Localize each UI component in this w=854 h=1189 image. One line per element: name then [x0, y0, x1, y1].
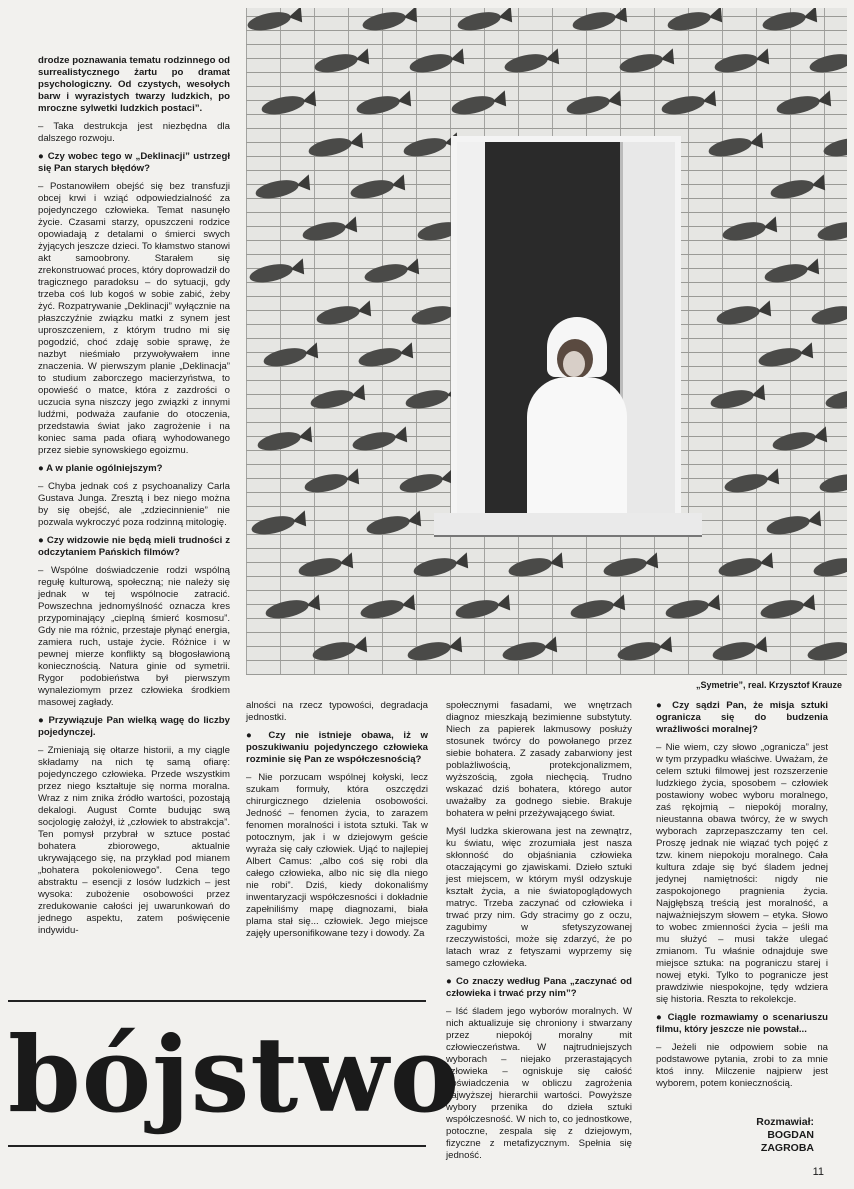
fish	[808, 48, 847, 75]
fish	[569, 594, 627, 621]
fish	[297, 552, 355, 579]
fish	[715, 300, 773, 327]
rule-bottom	[8, 1145, 426, 1147]
question-paragraph: ● Czy widzowie nie będą mieli trudności z odczytaniem Pańskich filmów?	[38, 535, 230, 558]
answer-paragraph: – Zmieniają się ołtarze historii, a my ciągle składamy na nich tę samą ofiarę: pojedynczego człowieka. Przede wszystkim przez niego kształtuje się norma moralna. Wraz z nim znika źródło wartości, pozostają dekalogi. August Comte budując swą socjologię założył, iż „człowiek to abstrakcja”. Ten pomysł przybrał w sztuce postać bohatera zbiorowego, aktualnie ukrywającego się, na przykład pod mianem „bohatera pokoleniowego”. Cena tego abstraktu – esencji z losów ludzkich – jest wysoka: zubożenie osobowości przez zredukowanie całości jej uwarunkowań do jednego aspektu, zatem poświęcenie indywidu-	[38, 745, 230, 936]
fish	[359, 594, 417, 621]
fish	[666, 8, 724, 34]
fish	[824, 384, 847, 411]
answer-paragraph: – Nie wiem, czy słowo „ogranicza” jest w tym przypadku właściwe. Uważam, że celem sztuki filmowej jest rozszerzenie ludzkiego życia, sposobem – człowiek postawiony wobec wyboru moralnego, zaś rękojmią – niepokój moralny, nieustanna obawa twórcy, że w swych wyborach zaprzepaszczamy ten cel. Proszę jednak nie wiązać tych pojęć z tzw. kinem niepokoju moralnego. Cała kultura zdaje się być śladem jednej jedynej namiętności: nigdy nie zaspokojonego pragnienia życia. Najgłębszą treścią jest moralność, a najważniejszym słowem – etyka. Słowo to wobec zmienności życia – jeśli ma mu służyć – musi także ulegać zmianom. Tu właśnie odnajduje swe miejsce sztuka: na pograniczu starej i nowej etyki. Tylko to pogranicze jest prawdziwie niespokojne, tędy wdziera się historia. Reszta to rekolekcje.	[656, 742, 828, 1005]
question-paragraph: ● Czy sądzi Pan, że misja sztuki ogranicza się do budzenia wrażliwości moralnej?	[656, 700, 828, 735]
fish	[763, 258, 821, 285]
fish	[454, 594, 512, 621]
fish	[816, 216, 847, 243]
answer-paragraph: – Nie porzucam wspólnej kołyski, lecz szukam formuły, która oszczędzi chirurgicznego dzielenia osobowości. Jedność – fenomen życia, to zarazem fenomen moralności i istota sztuki. Tak w potocznym, jak i w dziejowym geście wyraża się cały człowiek. Ująć to najlepiej Albert Camus: „albo coś się robi dla całego człowieka, albo nic się dla niego nie robi”. Dziś, kiedy dokonaliśmy inwentaryzacji współczesności i dokładnie zapełniliśmy mapę diagnozami, biała plama stał się... człowiek. Jego miejsce zajęły upersonifikowane tezy i dowody. Za	[246, 772, 428, 939]
fish	[262, 342, 320, 369]
fish	[616, 636, 674, 663]
fish	[664, 594, 722, 621]
fish	[721, 216, 779, 243]
fish	[775, 90, 833, 117]
fish	[357, 342, 415, 369]
fish	[806, 636, 847, 663]
fish	[412, 552, 470, 579]
answer-paragraph: – Wspólne doświadczenie rodzi wspólną regułę kulturową, społeczną; nie należy się jednak w tej wspólnocie zatracić. Powszechna jednomyślność oznacza kres przypominający „cieplną śmierć kosmosu”. Gdy nie ma różnic, przestaje płynąć energia, zamiera ruch, ustaje życie. Różnice i w pewnej mierze konflikty są błogosławioną koniecznością. Natura ginie od symetrii. Rygor podobieństwa był pierwszym wynaleziomym przez człowieka środkiem masowej zagłady.	[38, 565, 230, 708]
fish	[250, 510, 308, 537]
window-sill	[434, 513, 702, 537]
fish	[246, 8, 304, 34]
fish	[365, 510, 423, 537]
fish	[311, 636, 369, 663]
answer-paragraph: – Postanowiłem obejść się bez transfuzji obcej krwi i wziąć odpowiedzialność za pojedynczego człowieka. Temat nasunęło życie. Czasami starzy, opuszczeni rodzice opowiadają z detalami o śmierci swych żyjących jeszcze dzieci. To kłamstwo stanowi akt samoobrony. Starałem się zrekonstruować proces, który doprowadził do tragicznego paradoksu – do sytuacji, gdy trzeba coś lub kogoś w sobie zabić, żeby żyć. Rozpatrywanie „Deklinacji” wyłącznie na płaszczyźnie związku matki z synem jest uproszczeniem, z którym trudno mi się pogodzić, choć zdaję sobie sprawę, że nazbyt nieśmiało przywoływałem inne znaczenia. W pierwszym planie „Deklinacja” to studium zaborczego macierzyństwa, to opowieść o matce, która z zazdrości o uczucia syna niszczy jego związki z innymi ludźmi, podważa zaufanie do otoczenia, przedstawia świat jako zagrożenie i na koniec sama pada ofiarą wyhodowanego przez siebie synowskiego egoizmu.	[38, 181, 230, 456]
fish	[303, 468, 361, 495]
fish	[301, 216, 359, 243]
question-paragraph: ● Co znaczy według Pana „zaczynać od człowieka i trwać przy nim”?	[446, 976, 632, 999]
answer-paragraph: – Taka destrukcja jest niezbędna dla dalszego rozwoju.	[38, 121, 230, 144]
fish	[313, 48, 371, 75]
fish	[264, 594, 322, 621]
fish	[565, 90, 623, 117]
bride-figure	[517, 317, 627, 527]
headline: bójstwo	[8, 1013, 461, 1136]
fish	[713, 48, 771, 75]
fish	[398, 468, 456, 495]
fish	[406, 636, 464, 663]
fish	[761, 8, 819, 34]
fish	[363, 258, 421, 285]
fish	[709, 384, 767, 411]
fish	[711, 636, 769, 663]
film-still-photo	[246, 8, 847, 675]
page-number: 11	[812, 1166, 824, 1178]
fish	[450, 90, 508, 117]
fish	[571, 8, 629, 34]
question-paragraph: ● Czy nie istnieje obawa, iż w poszukiwaniu pojedynczego człowieka rozminie się Pan ze współczesnością?	[246, 730, 428, 765]
question-paragraph: ● Ciągle rozmawiamy o scenariuszu filmu, który jeszcze nie powstał...	[656, 1012, 828, 1035]
photo-caption: „Symetrie”, real. Krzysztof Krauze	[695, 680, 842, 690]
fish	[660, 90, 718, 117]
answer-paragraph: – Jeżeli nie odpowiem sobie na podstawowe pytania, zrobi to za mnie ktoś inny. Milczenie najpierw jest wyborem, potem koniecznością.	[656, 1042, 828, 1089]
signature-name-1: BOGDAN	[767, 1129, 814, 1141]
fish	[355, 90, 413, 117]
fish	[822, 132, 847, 159]
fish	[309, 384, 367, 411]
fish	[456, 8, 514, 34]
answer-paragraph: Myśl ludzka skierowana jest na zewnątrz, ku światu, więc zrozumiała jest nasza skłonność do objaśniania człowieka otaczającymi go zjawiskami. Dzieło sztuki jest miejscem, w którym myśl odzyskuje kształt życia, a nie światopoglądowych matryc. Trzeba zaczynać od człowieka i trwać przy nim. Gdy stracimy go z oczu, zagubimy w sfetyszyzowanej rzeczywistości, może się zdarzyć, że po latach wraz z fetyszami wyprzemy się samego człowieka.	[446, 826, 632, 969]
fish	[759, 594, 817, 621]
fish	[307, 132, 365, 159]
fish	[812, 552, 847, 579]
fish	[757, 342, 815, 369]
answer-paragraph: – Iść śladem jego wyborów moralnych. W nich aktualizuje się chroniony i stwarzany przez niepokój moralny mit człowieczeństwa. W najtrudniejszych wyborach – niejako przerastających człowieka – ogniskuje się całość doświadczenia w obliczu zagrożenia najwyższej hierarchii wartości. Powyższe wybory przenika do dzieła sztuki współczesność. W nich to, co jednostkowe, potoczne, zespala się z dziejowym, fizyczne z metafizycznym. Spełnia się jedność.	[446, 1006, 632, 1161]
fish	[618, 48, 676, 75]
fish	[707, 132, 765, 159]
fish	[810, 300, 847, 327]
column-2	[246, 700, 428, 946]
fish	[408, 48, 466, 75]
column-1	[38, 55, 230, 943]
fish	[256, 426, 314, 453]
answer-paragraph: – Chyba jednak coś z psychoanalizy Carla Gustava Junga. Zresztą i bez niego można by się obejść, ale „zdziecinnienie” nie pozwala wykroczyć poza rodzinną mitologię.	[38, 481, 230, 528]
fish	[507, 552, 565, 579]
answer-paragraph: społecznymi fasadami, we wnętrzach diagnoz mieszkają bezimienne substytuty. Niech za papierek lakmusowy posłuży stosunek twórcy do powołanego przez siebie bohatera. Z zasady zabarwiony jest poblażliwością, protekcjonalizmem, wyższością, zgoła niechęcią. Trudno wskazać dziś bohatera, którego autor uważałby za godnego siebie. Brakuje bohatera w pełni przeżywającego świat.	[446, 700, 632, 819]
column-3	[446, 700, 632, 1168]
window	[451, 136, 681, 528]
question-paragraph: ● Czy wobec tego w „Deklinacji” ustrzegł się Pan starych błędów?	[38, 151, 230, 174]
fish	[602, 552, 660, 579]
fish	[771, 426, 829, 453]
fish	[361, 8, 419, 34]
fish	[315, 300, 373, 327]
fish	[717, 552, 775, 579]
fish	[723, 468, 781, 495]
signature-name-2: ZAGROBA	[760, 1142, 814, 1154]
fish	[501, 636, 559, 663]
fish	[818, 468, 847, 495]
fish	[254, 174, 312, 201]
column-4	[656, 700, 828, 1096]
fish	[260, 90, 318, 117]
fish	[769, 174, 827, 201]
fish	[351, 426, 409, 453]
fish	[765, 510, 823, 537]
fish	[248, 258, 306, 285]
answer-paragraph: alności na rzecz typowości, degradacja jednostki.	[246, 700, 428, 723]
question-paragraph: ● Przywiązuje Pan wielką wagę do liczby pojedynczej.	[38, 715, 230, 738]
signature-label: Rozmawiał:	[756, 1116, 814, 1128]
signature	[756, 1116, 814, 1155]
fish	[349, 174, 407, 201]
rule-top	[8, 1000, 426, 1002]
question-paragraph: drodze poznawania tematu rodzinnego od surrealistycznego żartu po dramat psychologiczny. Od czystych, wesołych barw i wyrazistych twarzy ludzkich, po mroczne sylwetki ludzkich postaci”.	[38, 55, 230, 114]
fish	[503, 48, 561, 75]
question-paragraph: ● A w planie ogólniejszym?	[38, 463, 163, 474]
